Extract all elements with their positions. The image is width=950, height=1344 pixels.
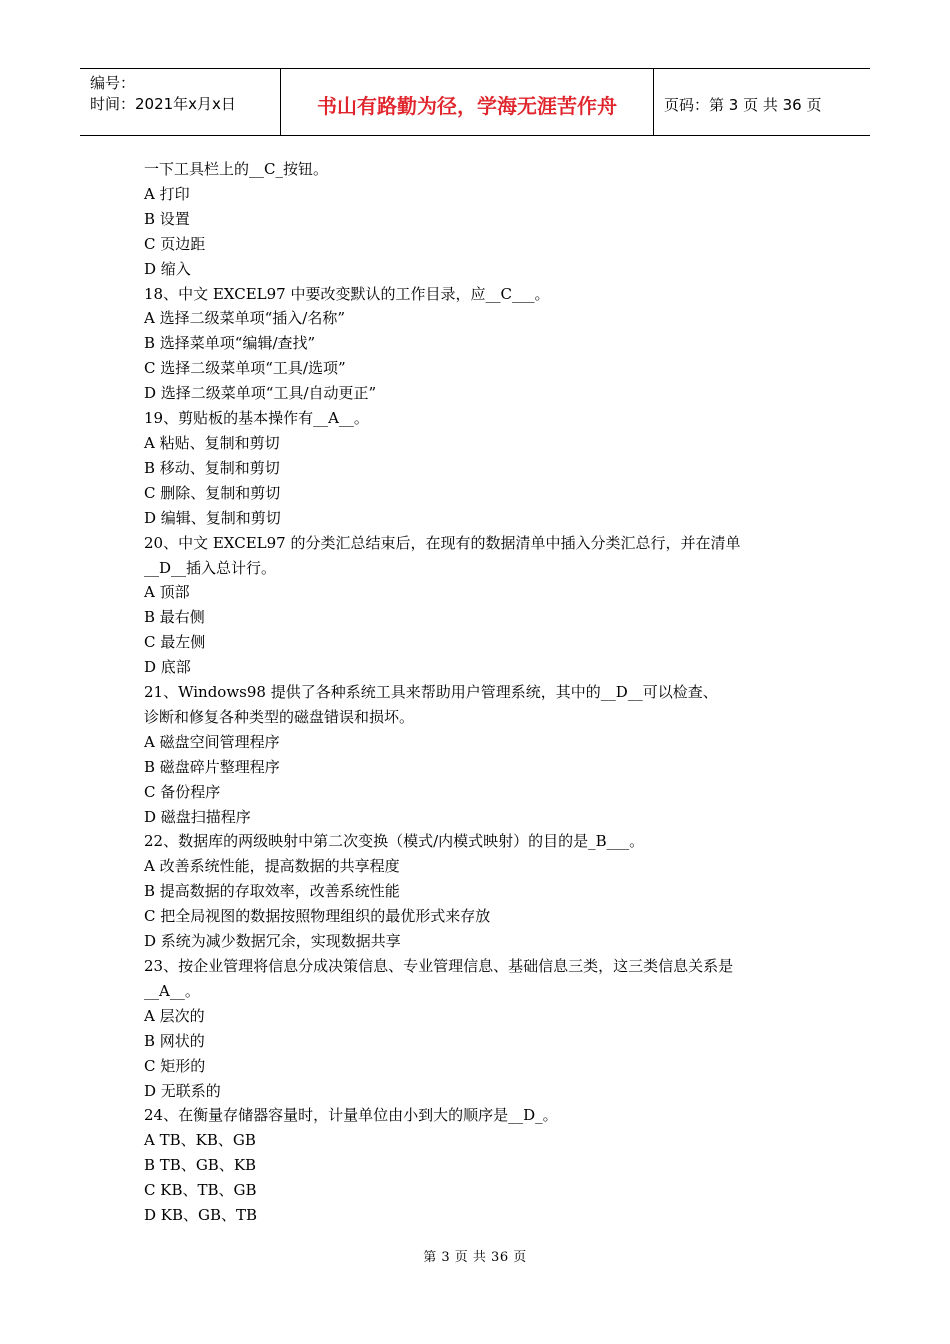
page-footer: 第 3 页 共 36 页 (423, 1250, 527, 1265)
text-line: B 选择菜单项“编辑/查找” (144, 334, 316, 353)
text-line: D 系统为减少数据冗余，实现数据共享 (144, 932, 401, 951)
header-motto: 书山有路勤为径，学海无涯苦作舟 (281, 69, 654, 135)
text-line: C 最左侧 (144, 633, 206, 652)
text-line: D 磁盘扫描程序 (144, 807, 251, 826)
text-line: B TB、GB、KB (144, 1156, 257, 1175)
text-line: 一下工具栏上的__C_按钮。 (144, 160, 328, 178)
text-line: D KB、GB、TB (144, 1206, 258, 1225)
text-line: A 改善系统性能，提高数据的共享程度 (144, 857, 400, 876)
text-line: A TB、KB、GB (144, 1131, 256, 1150)
text-line: 22、数据库的两级映射中第二次变换（模式/内模式映射）的目的是_B___。 (144, 832, 645, 851)
text-line: B 移动、复制和剪切 (144, 458, 280, 477)
text-line: A 选择二级菜单项“插入/名称” (144, 309, 345, 328)
text-line: C 删除、复制和剪切 (144, 483, 281, 502)
text-line: D 底部 (144, 658, 191, 677)
text-line: B 磁盘碎片整理程序 (144, 757, 280, 776)
text-line: B 最右侧 (144, 608, 205, 627)
text-line: C 矩形的 (144, 1056, 206, 1075)
text-line: B 设置 (144, 209, 190, 228)
text-line: A 层次的 (144, 1006, 205, 1025)
text-line: C 页边距 (144, 234, 206, 253)
text-line: C KB、TB、GB (144, 1181, 257, 1200)
text-line: D 选择二级菜单项“工具/自动更正” (144, 384, 377, 403)
header-meta (80, 69, 281, 135)
question-content (144, 157, 824, 1228)
text-line: D 缩入 (144, 259, 191, 278)
text-line: 23、按企业管理将信息分成决策信息、专业管理信息、基础信息三类，这三类信息关系是 (144, 957, 734, 975)
text-line: 21、Windows98 提供了各种系统工具来帮助用户管理系统，其中的__D__可以检查、 (144, 683, 718, 702)
page-header (80, 68, 870, 136)
header-page-number: 页码：第 3 页 共 36 页 (664, 95, 822, 114)
text-line: D 无联系的 (144, 1081, 221, 1100)
text-line: D 编辑、复制和剪切 (144, 508, 281, 527)
text-line: 18、中文 EXCEL97 中要改变默认的工作目录，应__C___。 (144, 284, 550, 303)
text-line: C 把全局视图的数据按照物理组织的最优形式来存放 (144, 907, 491, 926)
text-line: B 提高数据的存取效率，改善系统性能 (144, 882, 400, 901)
text-line: 24、在衡量存储器容量时，计量单位由小到大的顺序是__D_。 (144, 1106, 558, 1125)
text-line: A 粘贴、复制和剪切 (144, 433, 280, 452)
text-line: __A__。 (144, 981, 200, 1000)
text-line: A 打印 (144, 184, 190, 203)
text-line: C 选择二级菜单项“工具/选项” (144, 359, 346, 378)
text-line: 20、中文 EXCEL97 的分类汇总结束后，在现有的数据清单中插入分类汇总行，并在清单 (144, 533, 741, 552)
text-line: C 备份程序 (144, 782, 221, 801)
text-line: B 网状的 (144, 1031, 205, 1050)
text-line: 诊断和修复各种类型的磁盘错误和损坏。 (144, 707, 415, 726)
text-line: A 顶部 (144, 583, 190, 602)
text-line: __D__插入总计行。 (144, 558, 277, 577)
text-line: A 磁盘空间管理程序 (144, 732, 280, 751)
text-line: 19、剪贴板的基本操作有__A__。 (144, 409, 369, 428)
header-time-label: 时间：2021年x月x日 (90, 95, 236, 113)
header-number-label: 编号： (90, 74, 136, 92)
